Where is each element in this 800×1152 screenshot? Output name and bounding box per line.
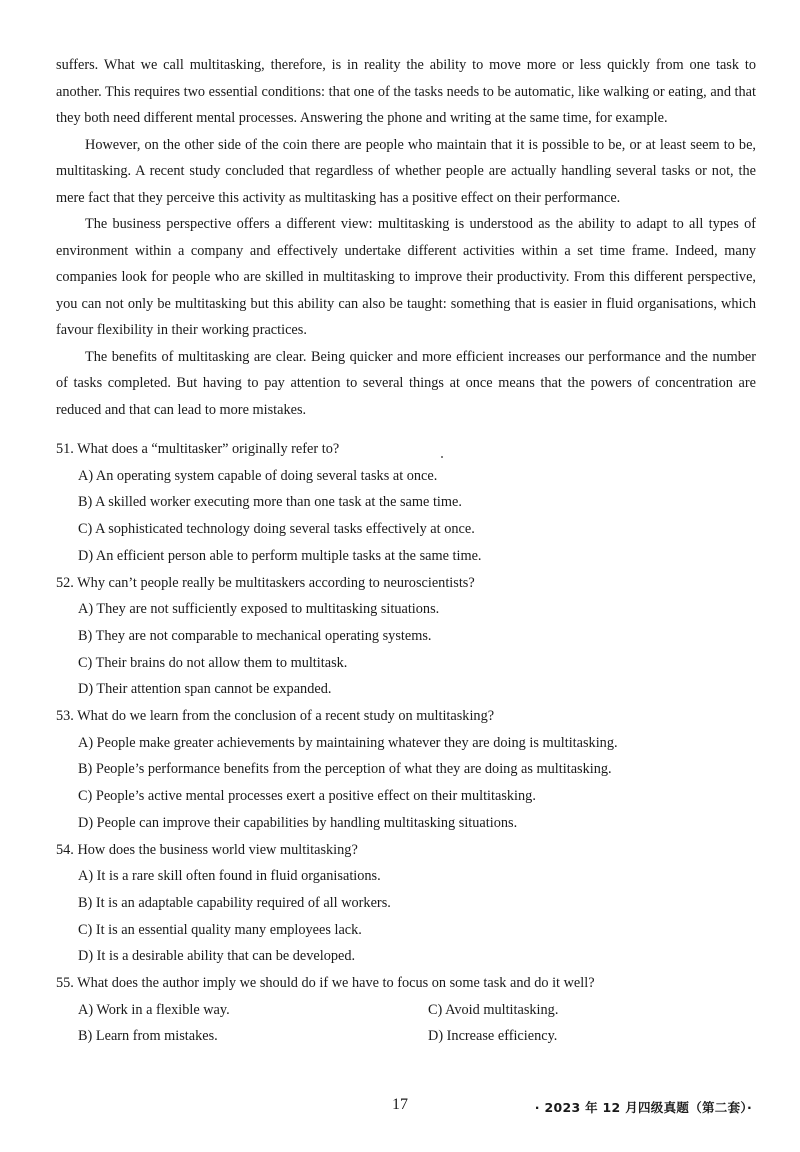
question-stem: 54. How does the business world view multitasking? bbox=[56, 841, 358, 858]
option-c: C) It is an essential quality many employees lack. bbox=[78, 921, 362, 938]
option-b: B) A skilled worker executing more than one task at the same time. bbox=[78, 494, 462, 511]
reading-passage bbox=[56, 52, 756, 423]
stray-print-dot bbox=[441, 456, 443, 458]
option-d: D) An efficient person able to perform multiple tasks at the same time. bbox=[78, 547, 482, 564]
option-d: D) People can improve their capabilities by handling multitasking situations. bbox=[78, 814, 518, 831]
option-a: A) People make greater achievements by maintaining whatever they are doing is multitasking. bbox=[78, 734, 618, 751]
option-c: C) A sophisticated technology doing several tasks effectively at once. bbox=[78, 521, 475, 538]
question-51 bbox=[56, 436, 756, 570]
question-list bbox=[56, 436, 756, 1050]
option-b: B) Learn from mistakes. bbox=[78, 1028, 218, 1045]
question-55 bbox=[56, 970, 756, 1050]
question-stem: 51. What does a “multitasker” originally refer to? bbox=[56, 441, 340, 457]
option-d: D) Increase efficiency. bbox=[428, 1028, 558, 1045]
question-stem: 53. What do we learn from the conclusion of a recent study on multitasking? bbox=[56, 708, 495, 725]
option-a: A) They are not sufficiently exposed to multitasking situations. bbox=[78, 601, 440, 618]
option-a: A) An operating system capable of doing several tasks at once. bbox=[78, 467, 438, 484]
page-number: 17 bbox=[392, 1096, 408, 1113]
option-b: B) They are not comparable to mechanical operating systems. bbox=[78, 627, 432, 644]
question-stem: 55. What does the author imply we should do if we have to focus on some task and do it well? bbox=[56, 975, 595, 992]
question-54 bbox=[56, 837, 756, 971]
option-c: C) Their brains do not allow them to multitask. bbox=[78, 654, 348, 671]
option-c: C) Avoid multitasking. bbox=[428, 1001, 559, 1018]
passage-paragraph-1: suffers. What we call multitasking, therefore, is in reality the ability to move more or less quickly from one task to another. This requires two essential conditions: that one of the tasks needs to be automatic, like walking or eating, and that they both need different mental processes. Answering the phone and writing at the same time, for example. bbox=[56, 57, 756, 126]
question-53 bbox=[56, 703, 756, 837]
option-c: C) People’s active mental processes exert a positive effect on their multitasking. bbox=[78, 788, 536, 805]
exam-source-tag: · 2023 年 12 月四级真题（第二套）· bbox=[534, 1100, 752, 1115]
option-b: B) People’s performance benefits from the perception of what they are doing as multitasking. bbox=[78, 761, 612, 778]
option-a: A) It is a rare skill often found in fluid organisations. bbox=[78, 868, 381, 885]
option-d: D) Their attention span cannot be expanded. bbox=[78, 681, 332, 698]
question-52 bbox=[56, 570, 756, 704]
passage-paragraph-4: The benefits of multitasking are clear. Being quicker and more efficient increases our performance and the number of tasks completed. But having to pay attention to several things at once means that the powers of concentration are reduced and that can lead to more mistakes. bbox=[56, 348, 756, 418]
passage-paragraph-3: The business perspective offers a different view: multitasking is understood as the ability to adapt to all types of environment within a company and effectively undertake different activities within a set time frame. Indeed, many companies look for people who are skilled in multitasking to improve their productivity. From this different perspective, you can not only be multitasking but this ability can also be taught: something that is easier in fluid organisations, which favour flexibility in their working practices. bbox=[56, 216, 756, 338]
option-b: B) It is an adaptable capability required of all workers. bbox=[78, 894, 391, 911]
question-stem: 52. Why can’t people really be multitaskers according to neuroscientists? bbox=[56, 574, 475, 591]
exam-page bbox=[56, 52, 756, 1050]
passage-paragraph-2: However, on the other side of the coin there are people who maintain that it is possible to be, or at least seem to be, multitasking. A recent study concluded that regardless of whether people are actually handling several tasks or not, the mere fact that they perceive this activity as multitasking has a positive effect on their performance. bbox=[56, 136, 756, 206]
option-d: D) It is a desirable ability that can be developed. bbox=[78, 948, 356, 965]
option-a: A) Work in a flexible way. bbox=[78, 1001, 230, 1018]
option-grid bbox=[78, 997, 756, 1050]
